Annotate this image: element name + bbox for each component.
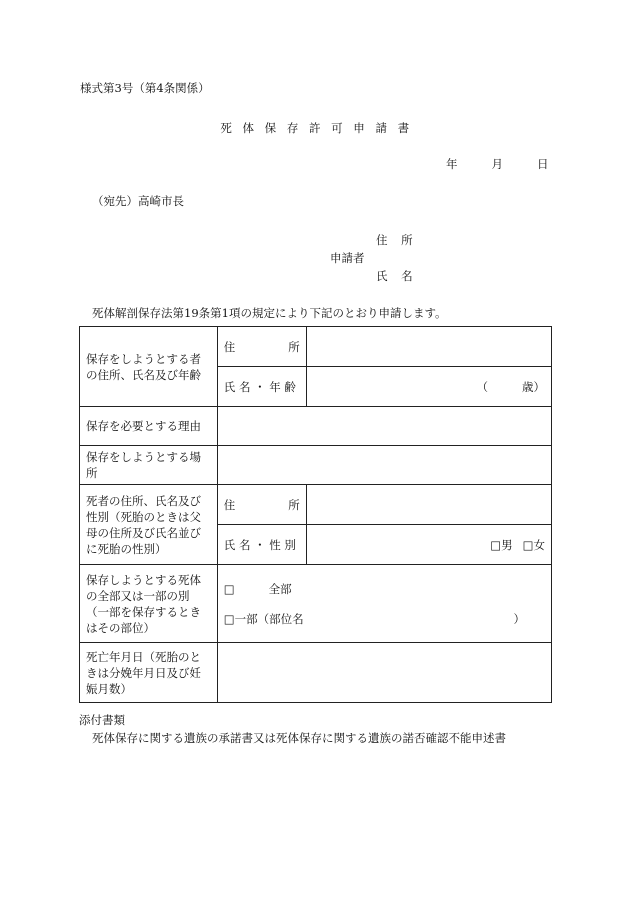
holder-address-field[interactable] [306,327,551,367]
part-option[interactable]: □一部（部位名 [223,611,304,626]
age-open: （ [476,379,488,394]
table-row [80,485,552,525]
place-label: 保存をしようとする場所 [80,446,218,485]
place-field[interactable] [217,446,551,485]
deceased-address-field[interactable] [306,485,551,525]
age-close: 歳） [522,379,545,394]
part-field [217,565,551,643]
reason-label: 保存を必要とする理由 [80,407,218,446]
address-char-2: 所 [288,497,300,512]
address-char-2: 所 [288,339,300,354]
holder-label: 保存をしようとする者の住所、氏名及び年齢 [80,327,218,407]
intro-text: 死体解剖保存法第19条第1項の規定により下記のとおり申請します。 [92,306,447,320]
part-close: ） [513,611,525,626]
address-char-1: 住 [223,339,236,354]
deceased-address-label [217,485,306,525]
part-label: 保存しようとする死体の全部又は一部の別（一部を保存するときはその部位） [80,565,218,643]
holder-name-age-label: 氏 名 ・ 年 齢 [217,367,306,407]
deceased-name-sex-label: 氏 名 ・ 性 別 [217,525,306,565]
reason-field[interactable] [217,407,551,446]
document-title: 死 体 保 存 許 可 申 請 書 [220,121,410,135]
application-form-table [79,326,552,703]
table-row [80,407,552,446]
death-date-field[interactable] [217,643,551,703]
date-day: 日 [537,157,549,171]
deceased-name-sex-field[interactable] [306,525,551,565]
death-date-label: 死亡年月日（死胎のときは分娩年月日及び妊娠月数） [80,643,218,703]
holder-address-label [217,327,306,367]
date-line [446,156,549,172]
table-row [80,643,552,703]
attachments-item: 死体保存に関する遺族の承諾書又は死体保存に関する遺族の諾否確認不能申述書 [92,731,506,745]
table-row [80,327,552,367]
addressee: （宛先）高崎市長 [92,194,184,208]
deceased-label: 死者の住所、氏名及び性別（死胎のときは父母の住所及び氏名並びに死胎の性別） [80,485,218,565]
table-row [80,565,552,643]
whole-option: 全部 [268,581,292,596]
applicant-address-label: 住 所 [376,233,413,247]
attachments-title: 添付書類 [79,713,125,727]
female-checkbox[interactable]: □女 [522,537,545,552]
date-month: 月 [491,157,503,171]
whole-checkbox[interactable]: □ [223,581,235,596]
applicant-name-label: 氏 名 [376,269,413,283]
address-char-1: 住 [223,497,236,512]
date-year: 年 [446,157,458,171]
table-row [80,446,552,485]
form-number: 様式第3号（第4条関係） [80,81,210,95]
holder-name-age-field[interactable] [306,367,551,407]
applicant-label: 申請者 [330,251,365,265]
male-checkbox[interactable]: □男 [490,537,513,552]
